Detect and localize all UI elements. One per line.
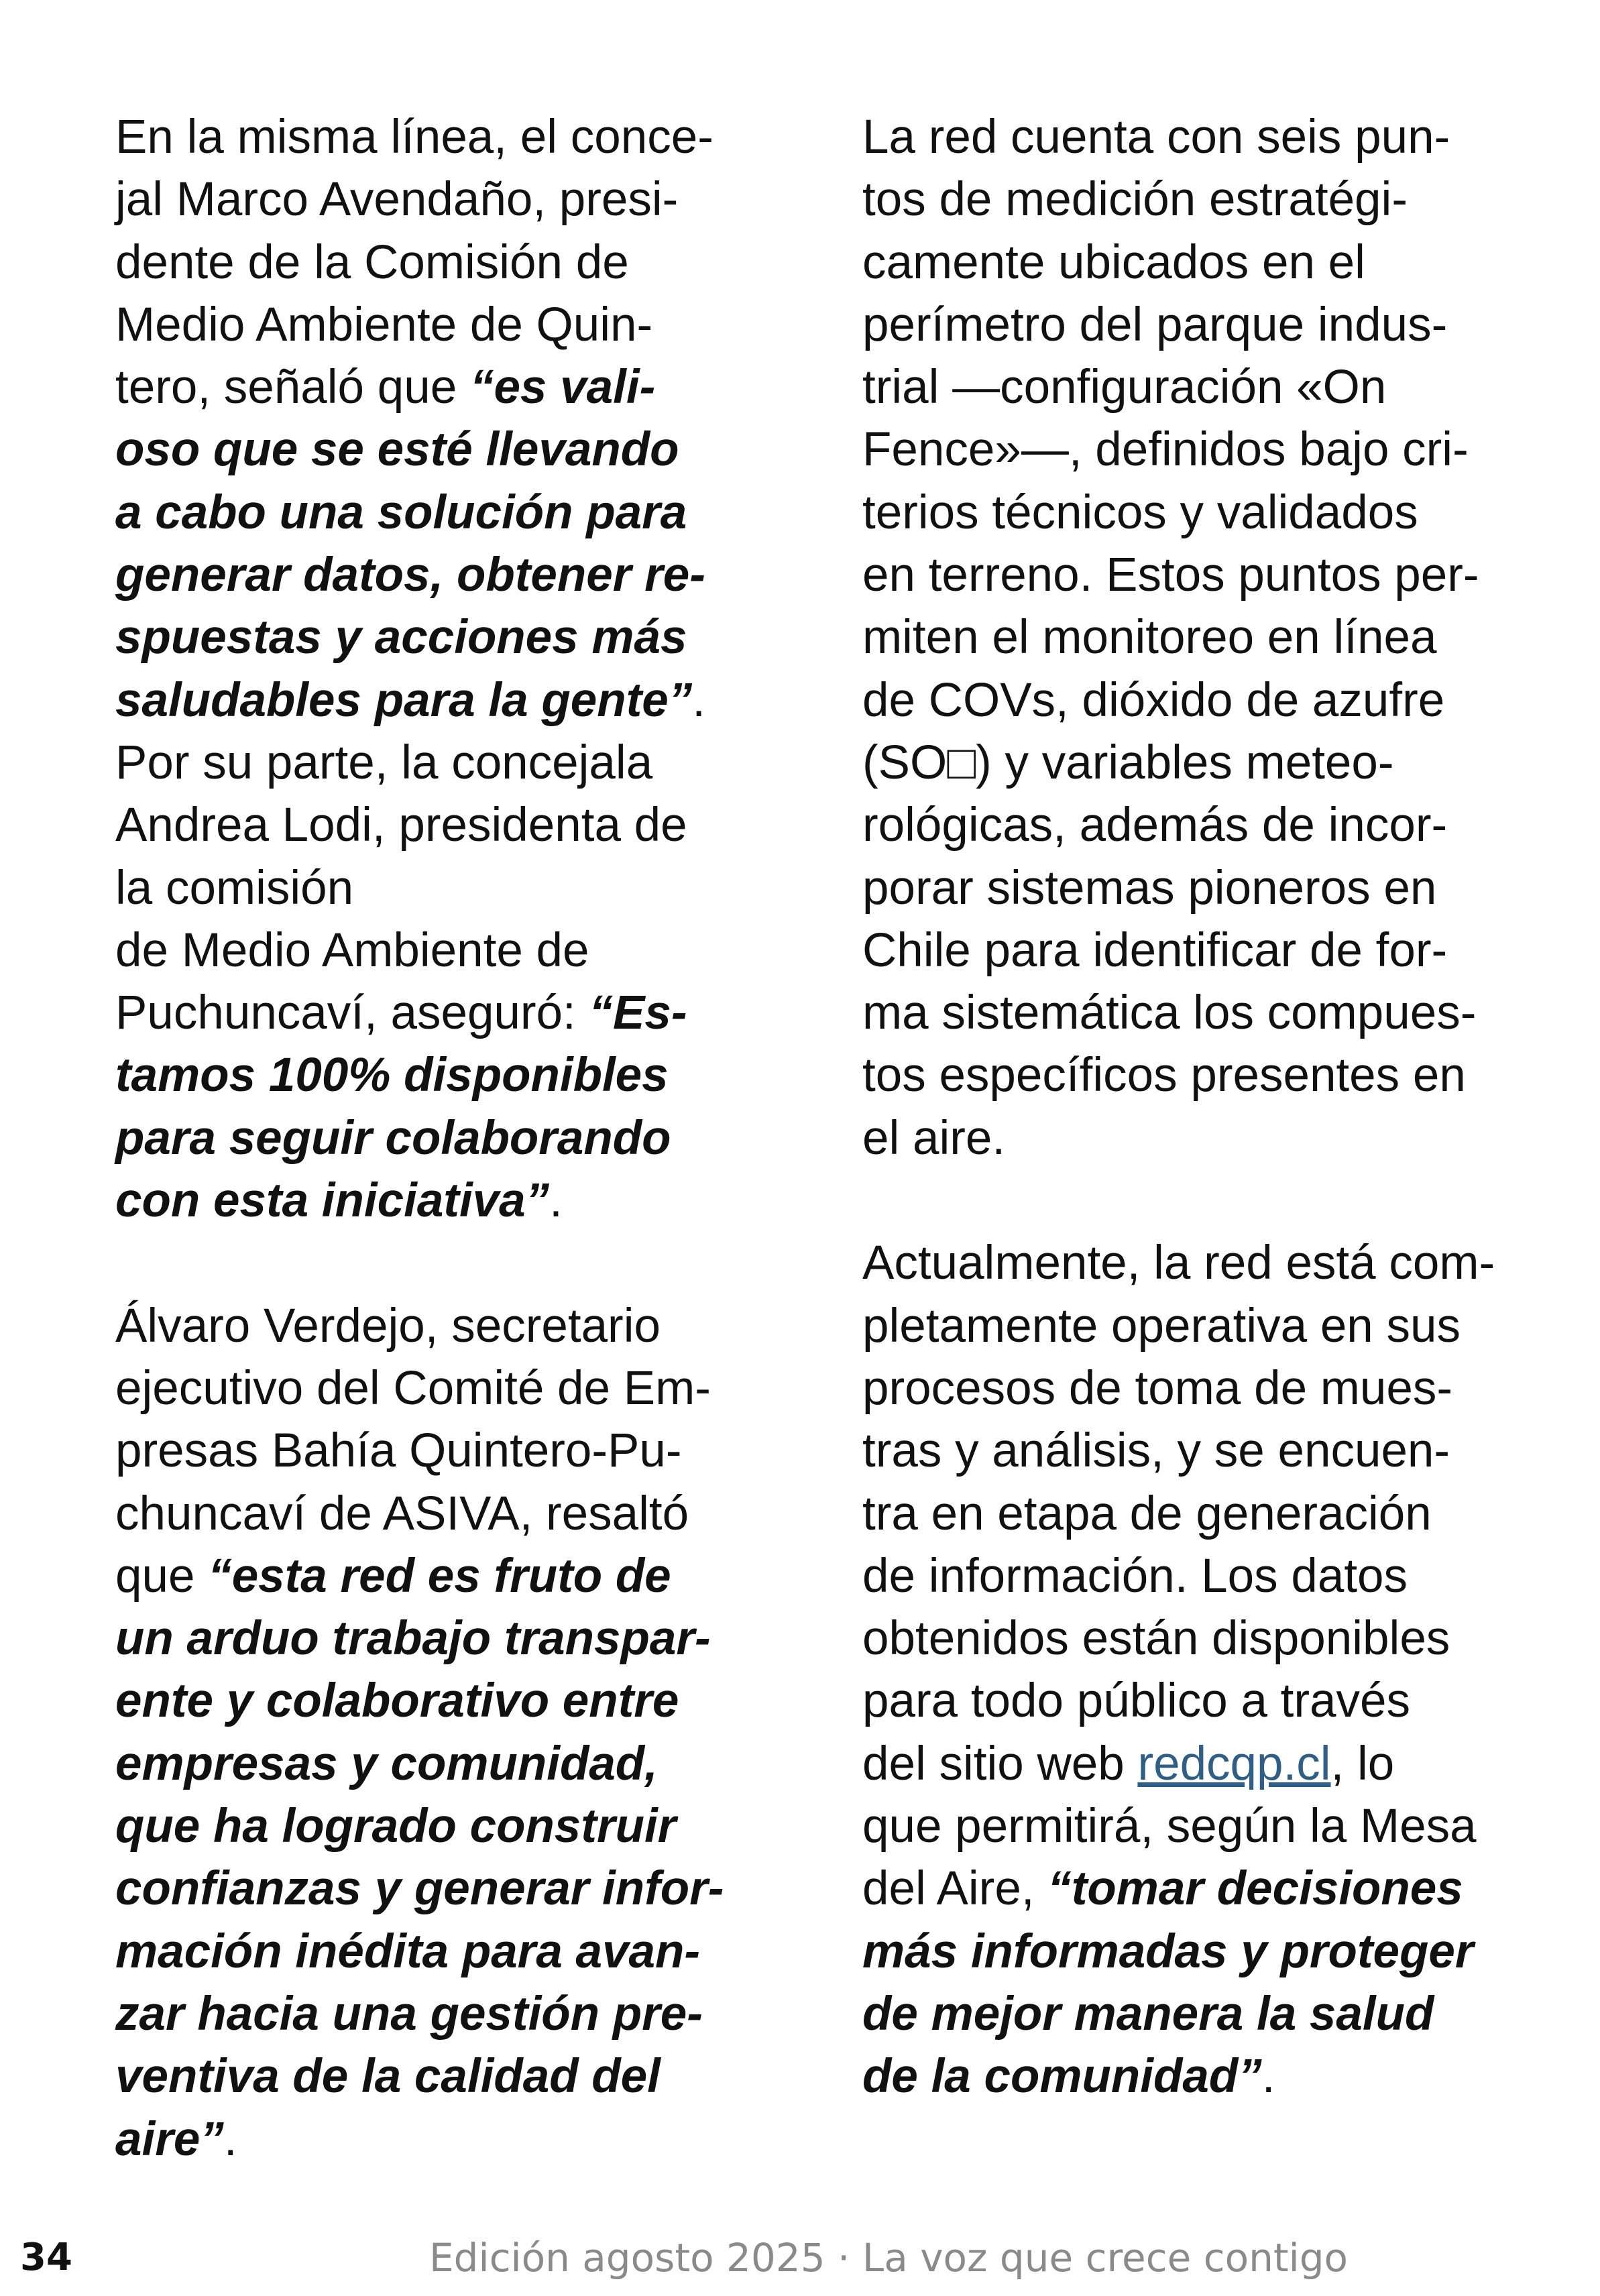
text-line bbox=[862, 794, 1553, 856]
text-line bbox=[862, 2045, 1553, 2108]
text-line bbox=[862, 1545, 1553, 1607]
quote-fragment: más informadas y proteger bbox=[862, 1925, 1474, 1978]
text-fragment: dente de la Comisión de bbox=[115, 235, 629, 289]
text-line bbox=[115, 1420, 786, 1482]
quote-fragment: “tomar decisiones bbox=[1047, 1862, 1463, 1916]
text-fragment: pletamente operativa en sus bbox=[862, 1299, 1461, 1353]
link-line-before: del sitio web bbox=[862, 1737, 1138, 1790]
text-fragment: que permitirá, según la Mesa bbox=[862, 1800, 1477, 1853]
text-fragment: Chile para identificar de for- bbox=[862, 923, 1448, 977]
text-line bbox=[862, 1857, 1553, 1920]
text-fragment: tero, señaló que bbox=[115, 361, 470, 414]
text-fragment: chuncaví de ASIVA, resaltó bbox=[115, 1487, 689, 1540]
quote-fragment: oso que se esté llevando bbox=[115, 423, 679, 477]
quote-fragment: zar hacia una gestión pre- bbox=[115, 1987, 703, 2041]
quote-fragment: a cabo una solución para bbox=[115, 485, 687, 539]
text-line bbox=[862, 418, 1553, 481]
text-line bbox=[115, 1295, 786, 1357]
text-fragment: tos de medición estratégi- bbox=[862, 173, 1408, 227]
text-line bbox=[115, 1670, 786, 1732]
quote-fragment: un arduo trabajo transpar- bbox=[115, 1612, 711, 1666]
text-fragment: que bbox=[115, 1549, 209, 1603]
text-fragment: jal Marco Avendaño, presi- bbox=[115, 173, 679, 227]
text-line bbox=[862, 1295, 1553, 1357]
text-line bbox=[862, 1420, 1553, 1482]
text-line bbox=[862, 1983, 1553, 2045]
text-fragment: . bbox=[549, 1174, 563, 1228]
text-line bbox=[115, 1483, 786, 1545]
text-line bbox=[862, 231, 1553, 294]
redcqp-link[interactable]: redcqp.cl bbox=[1137, 1737, 1331, 1790]
text-fragment: La red cuenta con seis pun- bbox=[862, 111, 1450, 164]
text-line bbox=[115, 544, 786, 606]
text-fragment: Andrea Lodi, presidenta de bbox=[115, 799, 687, 852]
link-line bbox=[862, 1733, 1553, 1795]
text-line bbox=[862, 732, 1553, 794]
footer-text: Edición agosto 2025 · La voz que crece contigo bbox=[429, 2235, 1349, 2281]
text-fragment: en terreno. Estos puntos per- bbox=[862, 549, 1479, 602]
text-line bbox=[115, 1795, 786, 1857]
text-line bbox=[115, 732, 786, 794]
text-fragment: trial —configuración «On bbox=[862, 361, 1387, 414]
text-fragment: ma sistemática los compues- bbox=[862, 986, 1477, 1040]
quote-fragment: confianzas y generar infor- bbox=[115, 1862, 724, 1916]
text-line bbox=[115, 1357, 786, 1420]
text-line bbox=[862, 669, 1553, 732]
text-line bbox=[115, 1920, 786, 1983]
quote-fragment: con esta iniciativa” bbox=[115, 1174, 550, 1228]
page-footer bbox=[0, 2228, 1600, 2288]
text-fragment: Álvaro Verdejo, secretario bbox=[115, 1299, 661, 1353]
quote-fragment: empresas y comunidad, bbox=[115, 1737, 658, 1790]
text-fragment: Puchuncaví, aseguró: bbox=[115, 986, 589, 1040]
text-fragment: perímetro del parque indus- bbox=[862, 298, 1448, 351]
text-fragment: presas Bahía Quintero-Pu- bbox=[115, 1424, 682, 1478]
text-line bbox=[115, 418, 786, 481]
text-line bbox=[862, 106, 1553, 168]
quote-fragment: “Es- bbox=[589, 986, 687, 1040]
text-fragment: miten el monitoreo en línea bbox=[862, 611, 1437, 665]
text-line bbox=[862, 1044, 1553, 1106]
text-line bbox=[862, 481, 1553, 544]
quote-fragment: generar datos, obtener re- bbox=[115, 549, 705, 602]
text-fragment: rológicas, además de incor- bbox=[862, 799, 1448, 852]
text-fragment: En la misma línea, el conce- bbox=[115, 111, 713, 164]
text-line bbox=[115, 1107, 786, 1169]
text-line bbox=[862, 168, 1553, 231]
text-fragment: (SO□) y variables meteo- bbox=[862, 736, 1394, 789]
quote-fragment: de mejor manera la salud bbox=[862, 1987, 1434, 2041]
text-line bbox=[862, 1232, 1553, 1294]
text-line bbox=[862, 1483, 1553, 1545]
page-number: 34 bbox=[20, 2236, 72, 2279]
quote-fragment: para seguir colaborando bbox=[115, 1111, 671, 1165]
quote-fragment: de la comunidad” bbox=[862, 2050, 1262, 2104]
text-fragment: Fence»—, definidos bajo cri- bbox=[862, 423, 1469, 477]
text-fragment: . bbox=[223, 2112, 237, 2166]
left-column bbox=[115, 106, 786, 2171]
text-line bbox=[862, 1357, 1553, 1420]
quote-fragment: ente y colaborativo entre bbox=[115, 1674, 679, 1728]
text-fragment: del Aire, bbox=[862, 1862, 1048, 1916]
text-fragment: de Medio Ambiente de bbox=[115, 923, 589, 977]
text-line bbox=[862, 1670, 1553, 1732]
right-paragraph-1 bbox=[862, 106, 1553, 1169]
text-line bbox=[115, 1733, 786, 1795]
link-line-after: , lo bbox=[1330, 1737, 1395, 1790]
text-fragment: el aire. bbox=[862, 1111, 1006, 1165]
left-paragraph-1 bbox=[115, 106, 786, 1232]
text-fragment: la comisión bbox=[115, 861, 354, 915]
text-line bbox=[862, 1795, 1553, 1857]
text-line bbox=[115, 982, 786, 1044]
text-line bbox=[862, 919, 1553, 982]
text-fragment: para todo público a través bbox=[862, 1674, 1411, 1728]
text-line bbox=[862, 294, 1553, 356]
quote-fragment: que ha logrado construir bbox=[115, 1800, 677, 1853]
text-fragment: camente ubicados en el bbox=[862, 235, 1365, 289]
right-column bbox=[862, 106, 1553, 2108]
text-line bbox=[862, 1607, 1553, 1670]
text-line bbox=[115, 857, 786, 919]
text-line bbox=[115, 1607, 786, 1670]
text-line bbox=[115, 1169, 786, 1232]
text-fragment: tra en etapa de generación bbox=[862, 1487, 1432, 1540]
quote-fragment: mación inédita para avan- bbox=[115, 1925, 701, 1978]
right-paragraph-2 bbox=[862, 1232, 1553, 1732]
quote-fragment: “es vali- bbox=[469, 361, 656, 414]
text-fragment: Actualmente, la red está com- bbox=[862, 1237, 1495, 1290]
text-fragment: . bbox=[1261, 2050, 1275, 2104]
text-fragment: obtenidos están disponibles bbox=[862, 1612, 1450, 1666]
text-fragment: ejecutivo del Comité de Em- bbox=[115, 1361, 711, 1415]
text-line bbox=[115, 606, 786, 669]
text-fragment: procesos de toma de mues- bbox=[862, 1361, 1453, 1415]
text-line bbox=[115, 294, 786, 356]
quote-fragment: ventiva de la calidad del bbox=[115, 2050, 661, 2104]
text-line bbox=[115, 1857, 786, 1920]
text-fragment: tras y análisis, y se encuen- bbox=[862, 1424, 1450, 1478]
text-fragment: porar sistemas pioneros en bbox=[862, 861, 1437, 915]
text-fragment: de información. Los datos bbox=[862, 1549, 1408, 1603]
text-line bbox=[862, 544, 1553, 606]
text-line bbox=[115, 2108, 786, 2171]
text-fragment: Medio Ambiente de Quin- bbox=[115, 298, 653, 351]
text-line bbox=[115, 106, 786, 168]
text-line bbox=[862, 1920, 1553, 1983]
text-line bbox=[115, 1983, 786, 2045]
quote-fragment: spuestas y acciones más bbox=[115, 611, 687, 665]
text-line bbox=[115, 919, 786, 982]
text-line bbox=[862, 606, 1553, 669]
text-fragment: terios técnicos y validados bbox=[862, 485, 1418, 539]
text-line bbox=[862, 982, 1553, 1044]
text-line bbox=[115, 1545, 786, 1607]
text-line bbox=[115, 794, 786, 856]
quote-fragment: saludables para la gente” bbox=[115, 673, 693, 727]
text-fragment: . bbox=[692, 673, 705, 727]
quote-fragment: tamos 100% disponibles bbox=[115, 1049, 669, 1102]
text-line bbox=[115, 231, 786, 294]
text-line bbox=[862, 857, 1553, 919]
text-line bbox=[115, 481, 786, 544]
text-line bbox=[115, 1044, 786, 1106]
text-line bbox=[862, 356, 1553, 418]
text-line bbox=[115, 669, 786, 732]
text-line bbox=[115, 356, 786, 418]
quote-fragment: aire” bbox=[115, 2112, 224, 2166]
text-fragment: de COVs, dióxido de azufre bbox=[862, 673, 1445, 727]
text-line bbox=[862, 1107, 1553, 1169]
quote-fragment: “esta red es fruto de bbox=[208, 1549, 671, 1603]
right-paragraph-2-end bbox=[862, 1795, 1553, 2108]
text-line bbox=[115, 168, 786, 231]
text-line bbox=[115, 2045, 786, 2108]
text-fragment: Por su parte, la concejala bbox=[115, 736, 653, 789]
text-fragment: tos específicos presentes en bbox=[862, 1049, 1466, 1102]
left-paragraph-2 bbox=[115, 1295, 786, 2171]
